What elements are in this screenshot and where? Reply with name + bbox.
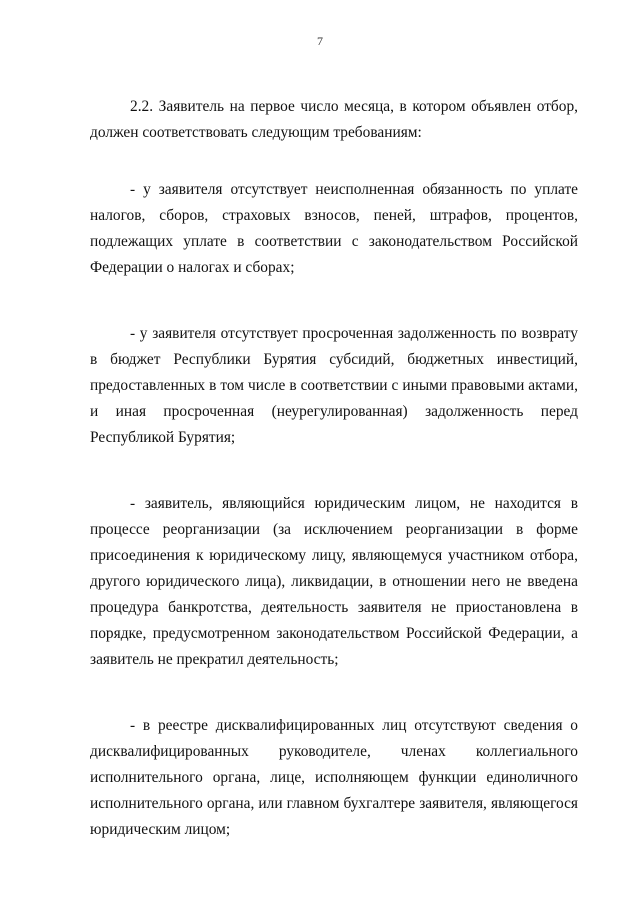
paragraph-no-reorganization: - заявитель, являющийся юридическим лицом, не находится в процессе реорганизации (за исключением реорганизации в форме присоединения к юридическому лицу, являющемуся участником отбора, другого юридического лица), ликвидации, в отношении него не введена процедура банкротства, деятельность заявителя не приостановлена в порядке, предусмотренном законодательством Российской Федерации, а заявитель не прекратил деятельность; xyxy=(90,495,578,668)
paragraph-requirements-intro: 2.2. Заявитель на первое число месяца, в котором объявлен отбор, должен соответствовать следующим требованиям: xyxy=(90,98,578,141)
page-number: 7 xyxy=(317,34,323,48)
paragraph-disqualified-persons-registry: - в реестре дисквалифицированных лиц отсутствуют сведения о дисквалифицированных руководителе, членах коллегиального исполнительного органа, лице, исполняющем функции единоличного исполнительного органа, или главном бухгалтере заявителя, являющегося юридическим лицом; xyxy=(90,717,578,838)
paragraph-no-tax-obligations: - у заявителя отсутствует неисполненная обязанность по уплате налогов, сборов, страховых взносов, пеней, штрафов, процентов, подлежащих уплате в соответствии с законодательством Российской Федерации о налогах и сборах; xyxy=(90,181,578,276)
document-body xyxy=(90,94,578,843)
paragraph-no-overdue-debt: - у заявителя отсутствует просроченная задолженность по возврату в бюджет Республики Бурятия субсидий, бюджетных инвестиций, предоставленных в том числе в соответствии с иными правовыми актами, и иная просроченная (неурегулированная) задолженность перед Республикой Бурятия; xyxy=(90,325,578,446)
